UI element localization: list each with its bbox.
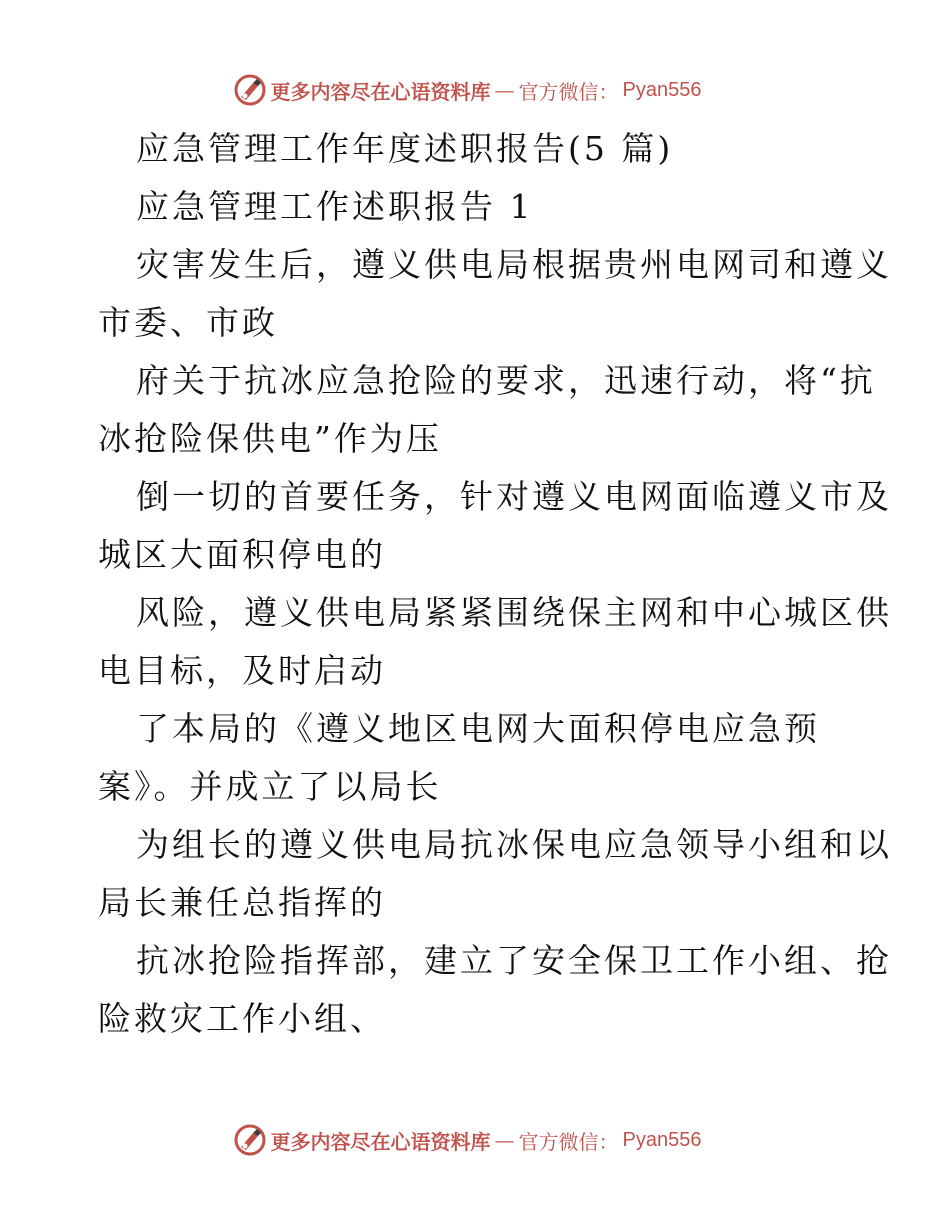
paragraph-line: 为组长的遵义供电局抗冰保电应急领导小组和以 (136, 825, 892, 864)
paragraph-line: 府关于抗冰应急抢险的要求，迅速行动，将“抗 (136, 361, 876, 400)
header-banner-text: 更多内容尽在心语资料库 (270, 79, 491, 104)
paragraph-line: 险救灾工作小组、 (98, 999, 386, 1038)
paragraph-line: 灾害发生后，遵义供电局根据贵州电网司和遵义 (136, 245, 892, 284)
pen-logo-icon (233, 73, 267, 107)
footer-banner-separator: — (494, 1128, 515, 1152)
document-title: 应急管理工作年度述职报告(5 篇) (136, 129, 674, 168)
pen-logo-icon (233, 1123, 267, 1157)
section-heading: 应急管理工作述职报告 1 (136, 187, 534, 226)
header-wechat-label: 官方微信： (518, 79, 619, 104)
header-banner-content (233, 73, 702, 107)
paragraph-line: 市委、市政 (98, 303, 278, 342)
paragraph-line: 了本局的《遵义地区电网大面积停电应急预 (136, 709, 820, 748)
paragraph-line: 抗冰抢险指挥部，建立了安全保卫工作小组、抢 (136, 941, 892, 980)
footer-banner-text: 更多内容尽在心语资料库 (270, 1129, 491, 1154)
paragraph-line: 冰抢险保供电”作为压 (98, 419, 442, 458)
paragraph-line: 城区大面积停电的 (98, 535, 386, 574)
paragraph-line: 风险，遵义供电局紧紧围绕保主网和中心城区供 (136, 593, 892, 632)
paragraph-line: 局长兼任总指挥的 (98, 883, 386, 922)
header-banner (0, 70, 950, 110)
header-banner-separator: — (494, 78, 515, 102)
footer-wechat-id: Pyan556 (622, 1128, 702, 1151)
header-wechat-id: Pyan556 (622, 78, 702, 101)
paragraph-line: 案》。并成立了以局长 (98, 767, 442, 806)
document-body (98, 120, 892, 1048)
paragraph-line: 倒一切的首要任务，针对遵义电网面临遵义市及 (136, 477, 892, 516)
footer-banner (0, 1120, 950, 1160)
footer-wechat-label: 官方微信： (518, 1129, 619, 1154)
footer-banner-content (233, 1123, 702, 1157)
paragraph-line: 电目标，及时启动 (98, 651, 386, 690)
